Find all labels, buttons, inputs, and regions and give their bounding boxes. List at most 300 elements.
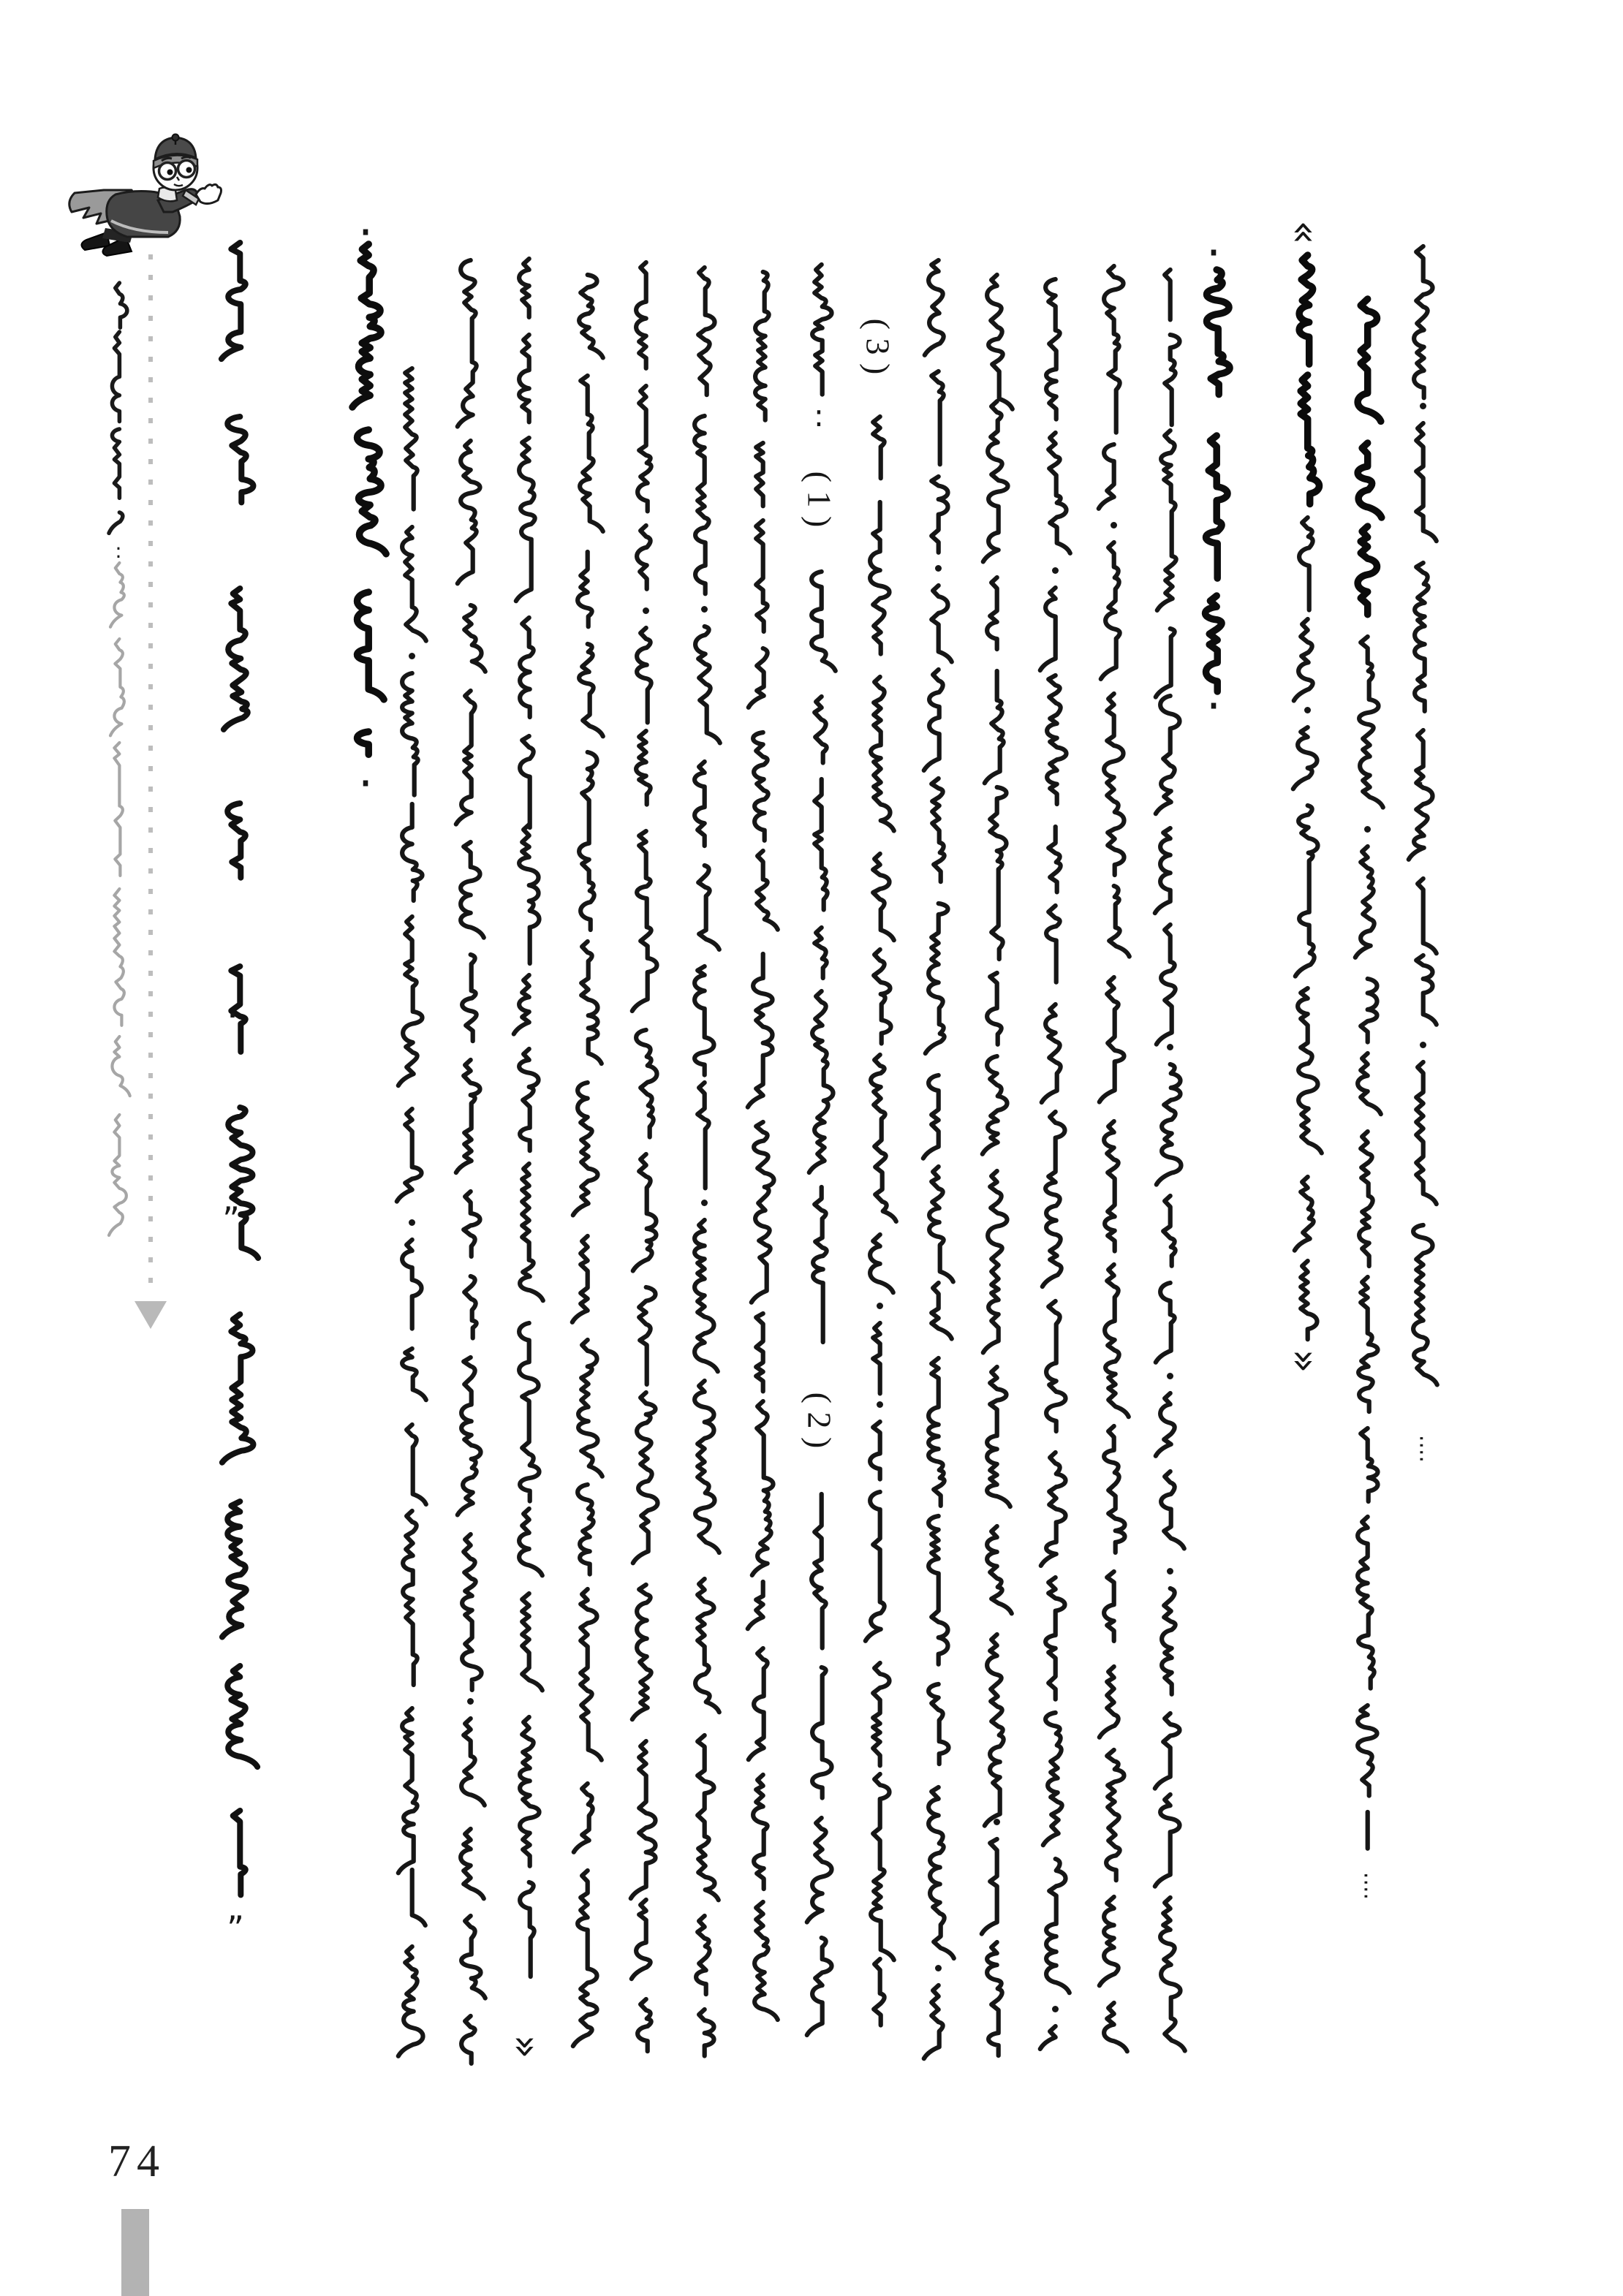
- script-word: [675, 1080, 729, 1185]
- script-word: [1140, 1585, 1195, 1700]
- mongolian-script-column-body-16: [1338, 296, 1392, 1857]
- script-word: [675, 265, 729, 400]
- script-word: [558, 749, 612, 929]
- header-b-bullet-bottom-glyph: ·: [1206, 680, 1222, 734]
- script-word: [499, 332, 553, 424]
- script-word: [733, 269, 787, 428]
- script-word: [1026, 1575, 1080, 1700]
- script-word: [733, 848, 787, 939]
- mongolian-script-column-body-12: [1026, 276, 1080, 2056]
- word-separator-dot: [409, 653, 415, 659]
- flying-boy-mascot: [64, 130, 222, 262]
- script-word: [558, 1482, 612, 1580]
- script-word: [850, 947, 904, 1042]
- word-separator-dot: [1167, 1373, 1173, 1379]
- ellipsis-a-glyph: ····: [1352, 1871, 1378, 1901]
- script-word: [441, 257, 495, 431]
- script-word: [1026, 1450, 1080, 1566]
- script-word: [97, 740, 139, 880]
- enum-1-glyph: ( 1 ): [800, 471, 838, 528]
- script-word: [97, 280, 139, 325]
- script-word: [441, 688, 495, 830]
- script-word: [967, 784, 1021, 961]
- mongolian-script-column-body-6: [675, 265, 729, 2058]
- script-word: [97, 329, 139, 420]
- script-word: [850, 851, 904, 933]
- script-word: [733, 1645, 787, 1759]
- script-word: [558, 272, 612, 360]
- script-word: [499, 1714, 553, 1873]
- script-word: [792, 988, 846, 1172]
- mid-dot-right: [1391, 766, 1450, 803]
- script-word: [499, 1879, 553, 1985]
- script-word: [909, 776, 963, 890]
- script-word: [1026, 585, 1080, 659]
- script-word: [733, 518, 787, 633]
- word-separator-dot: [1167, 1044, 1173, 1050]
- word-separator-dot: [1420, 403, 1426, 409]
- script-word: [1026, 2023, 1080, 2056]
- script-word: [1026, 672, 1080, 814]
- script-word: [207, 586, 267, 738]
- script-word: [1026, 1298, 1080, 1435]
- word-separator-dot: [643, 607, 649, 614]
- script-word: [97, 1034, 139, 1106]
- script-word: [733, 1899, 787, 2025]
- script-word: [1278, 1174, 1332, 1251]
- script-word: [1338, 1702, 1392, 1802]
- script-word: [207, 1499, 267, 1630]
- script-word: [499, 1320, 553, 1499]
- script-word: [1084, 1747, 1138, 1887]
- mongolian-script-column-body-1: [382, 365, 436, 2058]
- title-dot-glyph: ·: [226, 994, 239, 1038]
- script-word: [1393, 243, 1448, 396]
- script-word: [207, 1311, 267, 1462]
- script-word: [97, 509, 139, 539]
- mongolian-script-column-body-11: [967, 272, 1021, 2060]
- mid-dot-right-glyph: ·: [1415, 766, 1426, 803]
- script-word: [558, 549, 612, 633]
- script-word: [967, 1053, 1021, 1161]
- script-word: [382, 1867, 436, 1929]
- word-separator-dot: [701, 606, 708, 613]
- script-word: [441, 1189, 495, 1264]
- script-word: [207, 800, 267, 887]
- margin-colon-glyph: :: [115, 539, 122, 563]
- script-word: [616, 383, 670, 509]
- script-word: [1084, 1664, 1138, 1736]
- script-word: [967, 1632, 1021, 1812]
- script-word: [616, 1284, 670, 1377]
- script-word: [1338, 634, 1392, 816]
- script-word: [441, 1531, 495, 1689]
- script-word: [1084, 263, 1138, 431]
- script-word: [616, 728, 670, 814]
- mongolian-script-column-section-header-b: [1184, 267, 1243, 683]
- header-a-bullet-top-glyph: ·: [357, 206, 374, 260]
- script-word: [382, 801, 436, 906]
- script-word: [1278, 252, 1332, 358]
- script-word: [1393, 1222, 1448, 1384]
- script-word: [909, 257, 963, 355]
- script-word: [675, 1913, 729, 1996]
- triangle-marker-icon: [135, 1301, 167, 1329]
- script-word: [1140, 1469, 1195, 1554]
- script-word: [558, 1337, 612, 1477]
- script-word: [441, 1716, 495, 1813]
- script-word: [1338, 1274, 1392, 1417]
- script-word: [499, 256, 553, 321]
- title-quote-b: [206, 1909, 265, 1948]
- script-word: [499, 733, 553, 816]
- script-word: [616, 523, 670, 595]
- dotted-separator: [148, 254, 153, 1295]
- header-a-bullet-top: [336, 206, 395, 260]
- script-word: [1084, 1569, 1138, 1651]
- script-word: [733, 951, 787, 1110]
- script-word: [616, 1738, 670, 1891]
- script-word: [1084, 974, 1138, 1110]
- script-word: [675, 963, 729, 1075]
- script-word: [382, 1422, 436, 1501]
- script-word: [733, 730, 787, 836]
- script-word: [850, 674, 904, 838]
- script-word: [1278, 372, 1332, 504]
- script-word: [441, 952, 495, 1045]
- script-word: [1140, 1710, 1195, 1787]
- script-word: [558, 1080, 612, 1222]
- script-word: [558, 1781, 612, 1858]
- script-word: [675, 1576, 729, 1719]
- mongolian-script-column-body-7: [733, 269, 787, 2057]
- script-word: [1084, 442, 1138, 512]
- script-word: [1026, 276, 1080, 420]
- script-word: [675, 2007, 729, 2058]
- script-word: [675, 1217, 729, 1367]
- script-word: [850, 1660, 904, 1764]
- header-b-bullet-top: [1184, 227, 1243, 281]
- script-word: [207, 240, 267, 359]
- ellipsis-a: [1336, 1863, 1394, 1909]
- script-word: [499, 1161, 553, 1306]
- script-word: [675, 1732, 729, 1904]
- script-word: [499, 972, 553, 1033]
- script-word: [792, 1491, 846, 1652]
- title-dot: [203, 994, 262, 1038]
- script-word: [1026, 903, 1080, 992]
- script-word: [616, 625, 670, 721]
- script-word: [441, 1826, 495, 1906]
- script-word: [909, 474, 963, 558]
- title-quote-a-glyph: ”: [222, 1200, 240, 1239]
- script-word: [207, 414, 267, 507]
- script-word: [207, 1808, 267, 1904]
- script-word: [909, 667, 963, 770]
- script-word: [616, 1996, 670, 2058]
- script-word: [967, 1364, 1021, 1510]
- script-word: [792, 1664, 846, 1807]
- script-word: [382, 1237, 436, 1335]
- script-word: [382, 1944, 436, 2053]
- script-word: [616, 828, 670, 1014]
- mongolian-script-column-body-10: [909, 257, 963, 2058]
- script-word: [967, 1168, 1021, 1355]
- script-word: [1084, 1894, 1138, 1988]
- script-word: [1338, 976, 1392, 1045]
- word-separator-dot: [1111, 522, 1117, 528]
- script-word: [1278, 803, 1332, 980]
- quote-close-b-glyph: »: [503, 2034, 550, 2059]
- script-word: [1338, 1425, 1392, 1502]
- mongolian-script-column-body-13: [1084, 263, 1138, 2058]
- mongolian-script-column-body-15: [1278, 252, 1332, 1339]
- script-word: [558, 1586, 612, 1768]
- pupil: [186, 167, 192, 173]
- script-word: [1140, 1895, 1195, 2057]
- mongolian-script-column-lesson-title: [207, 240, 267, 1909]
- script-word: [441, 1913, 495, 2006]
- script-word: [675, 624, 729, 751]
- enum-colon: [790, 398, 848, 433]
- script-word: [1338, 1129, 1392, 1268]
- script-word: [382, 1106, 436, 1208]
- script-word: [909, 1164, 963, 1268]
- script-word: [1084, 1118, 1138, 1255]
- script-word: [792, 925, 846, 981]
- script-word: [441, 1057, 495, 1173]
- script-word: [909, 1513, 963, 1671]
- script-word: [1338, 440, 1392, 514]
- script-word: [909, 1784, 963, 1958]
- script-word: [558, 373, 612, 536]
- hat-knob: [173, 134, 179, 141]
- header-a-bullet-bottom-glyph: ·: [357, 757, 374, 811]
- script-word: [616, 1027, 670, 1145]
- script-word: [967, 1836, 1021, 1925]
- quote-close-b: [497, 2029, 556, 2064]
- script-word: [1084, 883, 1138, 963]
- script-word: [1026, 824, 1080, 897]
- quote-close-a-glyph: »: [1282, 1349, 1328, 1374]
- script-word: [1026, 1001, 1080, 1095]
- script-word: [382, 914, 436, 1092]
- script-word: [850, 499, 904, 664]
- script-word: [1084, 1262, 1138, 1416]
- script-word: [1393, 1059, 1448, 1210]
- word-separator-dot: [1052, 2006, 1059, 2012]
- script-word: [1338, 1809, 1392, 1857]
- word-separator-dot: [877, 1401, 883, 1408]
- margin-colon: [89, 541, 148, 561]
- title-quote-b-glyph: ”: [227, 1909, 244, 1948]
- script-word: [675, 413, 729, 596]
- script-word: [733, 440, 787, 509]
- script-word: [1140, 1193, 1195, 1270]
- word-separator-dot: [877, 1303, 883, 1309]
- script-word: [675, 1378, 729, 1562]
- script-word: [909, 901, 963, 1058]
- script-word: [850, 1771, 904, 1949]
- header-b-bullet-bottom: [1184, 680, 1243, 734]
- script-word: [733, 645, 787, 714]
- script-word: [967, 970, 1021, 1047]
- enum-3-glyph: ( 3 ): [858, 318, 896, 375]
- word-separator-dot: [467, 1698, 474, 1705]
- script-word: [909, 583, 963, 654]
- script-word: [499, 1506, 553, 1580]
- script-word: [967, 272, 1021, 393]
- script-word: [97, 636, 139, 734]
- script-word: [967, 668, 1021, 773]
- pupil: [167, 170, 173, 175]
- script-word: [1026, 1710, 1080, 1845]
- script-word: [558, 1868, 612, 2053]
- script-word: [850, 414, 904, 488]
- word-separator-dot: [1420, 1042, 1426, 1048]
- script-word: [1084, 539, 1138, 678]
- mitten: [196, 184, 222, 203]
- script-word: [382, 524, 436, 643]
- script-word: [558, 939, 612, 1072]
- script-word: [499, 435, 553, 602]
- enum-colon-glyph: :: [813, 398, 825, 433]
- script-word: [1338, 1514, 1392, 1693]
- mongolian-script-column-body-4: [558, 272, 612, 2056]
- script-word: [850, 1052, 904, 1224]
- script-word: [675, 759, 729, 852]
- word-separator-dot: [935, 1965, 942, 1971]
- word-separator-dot: [935, 565, 942, 572]
- script-word: [97, 560, 139, 632]
- script-word: [1140, 1390, 1195, 1462]
- script-word: [675, 863, 729, 957]
- script-word: [1338, 1050, 1392, 1122]
- header-b-bullet-top-glyph: ·: [1206, 227, 1222, 281]
- script-word: [1393, 420, 1448, 548]
- mongolian-script-column-body-2: [441, 257, 495, 2060]
- script-word: [733, 1311, 787, 1393]
- script-word: [850, 1489, 904, 1649]
- page-number: 74: [108, 2137, 165, 2186]
- script-word: [850, 1232, 904, 1295]
- script-word: [1184, 267, 1243, 398]
- quote-open-glyph: «: [1282, 220, 1328, 245]
- script-word: [909, 1355, 963, 1508]
- word-separator-dot: [409, 1219, 415, 1226]
- script-word: [792, 776, 846, 911]
- script-word: [1393, 560, 1448, 715]
- script-word: [616, 1151, 670, 1273]
- word-separator-dot: [1052, 567, 1059, 574]
- script-word: [382, 1508, 436, 1692]
- word-separator-dot: [994, 1819, 1000, 1825]
- script-word: [1140, 825, 1195, 916]
- quote-open: [1276, 215, 1334, 250]
- script-word: [967, 575, 1021, 657]
- script-word: [1393, 952, 1448, 1028]
- script-word: [792, 262, 846, 395]
- footer-bar: [121, 2209, 149, 2296]
- ellipsis-b: [1391, 1425, 1450, 1472]
- script-word: [499, 1591, 553, 1700]
- script-word: [909, 1280, 963, 1344]
- script-word: [909, 1982, 963, 2058]
- script-word: [792, 1935, 846, 2026]
- script-word: [207, 1105, 267, 1266]
- script-word: [382, 365, 436, 515]
- mongolian-script-column-body-9: [850, 414, 904, 2056]
- script-word: [441, 839, 495, 942]
- script-word: [1338, 296, 1392, 425]
- script-word: [97, 886, 139, 1021]
- script-word: [967, 1523, 1021, 1621]
- script-word: [1338, 523, 1392, 624]
- script-word: [499, 615, 553, 722]
- script-word: [441, 1355, 495, 1523]
- script-word: [499, 822, 553, 966]
- script-word: [1084, 691, 1138, 872]
- script-word: [1278, 724, 1332, 797]
- script-word: [733, 1579, 787, 1635]
- script-word: [1026, 1109, 1080, 1293]
- script-word: [967, 1939, 1021, 2061]
- mongolian-script-column-body-17: [1393, 243, 1448, 1422]
- script-word: [1278, 985, 1332, 1161]
- enum-3: [848, 282, 907, 411]
- script-word: [792, 694, 846, 768]
- script-word: [1140, 1061, 1195, 1185]
- script-word: [616, 259, 670, 371]
- script-word: [1278, 1258, 1332, 1340]
- mongolian-script-column-body-3: [499, 256, 553, 2026]
- header-a-bullet-bottom: [336, 757, 395, 811]
- script-word: [499, 1046, 553, 1153]
- script-word: [733, 1119, 787, 1299]
- script-word: [792, 569, 846, 679]
- script-word: [558, 641, 612, 736]
- word-separator-dot: [1364, 826, 1371, 833]
- script-word: [616, 1897, 670, 1987]
- script-word: [441, 438, 495, 591]
- ellipsis-b-glyph: ····: [1408, 1434, 1434, 1463]
- script-word: [967, 398, 1021, 566]
- script-word: [1084, 1423, 1138, 1555]
- script-word: [382, 1346, 436, 1409]
- script-word: [1140, 922, 1195, 1037]
- script-word: [441, 1273, 495, 1347]
- script-word: [733, 1772, 787, 1893]
- script-word: [792, 1815, 846, 1921]
- script-word: [1026, 1856, 1080, 1992]
- script-word: [382, 1705, 436, 1860]
- script-word: [792, 1184, 846, 1346]
- script-word: [850, 1320, 904, 1390]
- script-word: [441, 602, 495, 674]
- enum-2: [790, 1354, 848, 1487]
- script-word: [616, 1582, 670, 1724]
- mongolian-script-column-body-5: [616, 259, 670, 2058]
- word-separator-dot: [1167, 1568, 1173, 1575]
- script-word: [850, 1956, 904, 2030]
- script-word: [1084, 2000, 1138, 2058]
- quote-close-a: [1276, 1344, 1334, 1379]
- mongolian-script-column-margin-label: [97, 280, 139, 539]
- script-word: [850, 1419, 904, 1477]
- script-word: [558, 1233, 612, 1323]
- script-word: [1140, 1280, 1195, 1366]
- mongolian-script-column-margin-note: [97, 560, 139, 1235]
